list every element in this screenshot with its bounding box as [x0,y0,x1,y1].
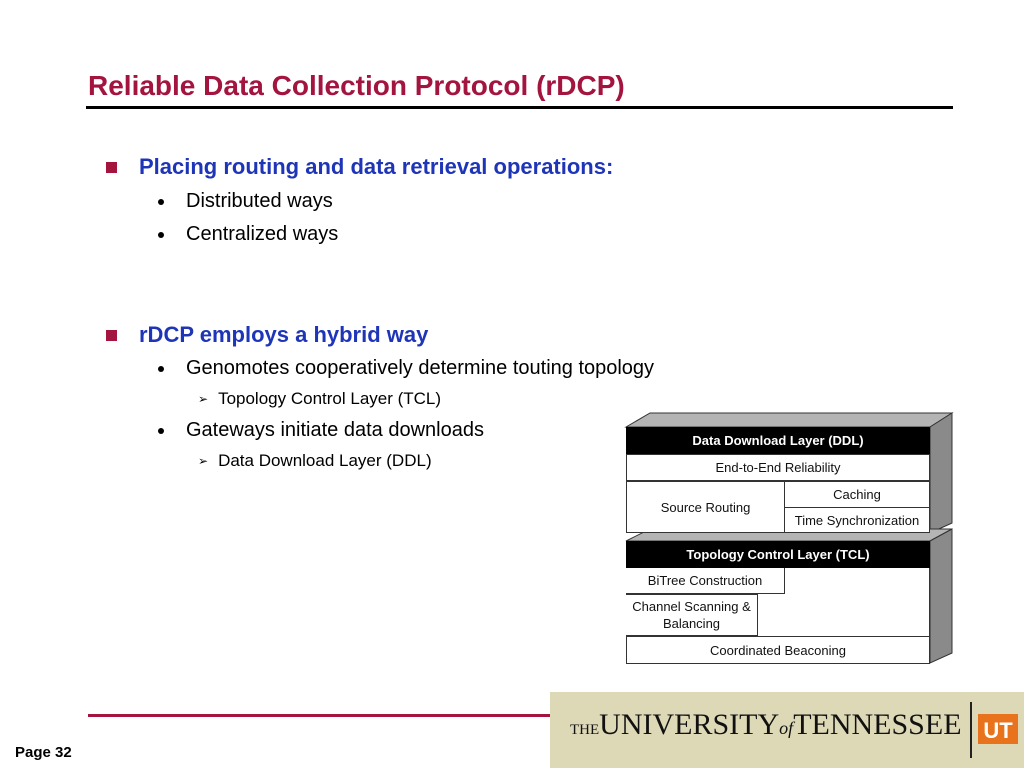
footer-divider [88,714,553,717]
bullet-text: Topology Control Layer (TCL) [218,389,442,408]
bitree-construction-box: BiTree Construction [626,568,785,594]
title-divider [86,106,953,109]
square-bullet-icon [106,330,117,341]
ddl-header: Data Download Layer (DDL) [626,427,930,454]
bullet-placing-routing [106,154,613,180]
channel-scanning-box: Channel Scanning & Balancing [626,594,758,636]
ut-logo-icon [978,712,1018,748]
university-wordmark [570,708,962,742]
square-bullet-icon [106,162,117,173]
wordmark-of: of [779,718,794,738]
bullet-genomotes [158,357,654,380]
wordmark-university: UNIVERSITY [599,708,780,741]
wordmark-tennessee: TENNESSEE [793,708,962,741]
bullet-centralized [158,223,338,246]
dot-bullet-icon [158,366,164,372]
bullet-ddl [198,451,432,471]
ut-logo-text: UT [983,718,1013,743]
bullet-gateways [158,419,484,442]
wordmark-the: THE [570,722,600,738]
dot-bullet-icon [158,428,164,434]
bullet-text: Genomotes cooperatively determine touting topology [186,357,655,379]
bullet-distributed [158,190,333,213]
end-to-end-reliability-box: End-to-End Reliability [626,454,930,481]
slide-title: Reliable Data Collection Protocol (rDCP) [88,70,625,101]
bullet-text: Distributed ways [186,190,333,212]
bullet-text: Placing routing and data retrieval operations: [139,154,614,179]
arrow-bullet-icon: ➢ [198,454,209,468]
bullet-text: Data Download Layer (DDL) [218,451,432,470]
bullet-tcl [198,389,441,409]
time-sync-box: Time Synchronization [784,507,930,533]
dot-bullet-icon [158,232,164,238]
caching-box: Caching [784,481,930,508]
wordmark-divider [970,702,972,758]
university-banner [550,692,1024,768]
arrow-bullet-icon: ➢ [198,392,209,406]
page-number: Page 32 [15,744,72,761]
coordinated-beaconing-box: Coordinated Beaconing [626,636,930,664]
bullet-text: Gateways initiate data downloads [186,419,484,441]
bullet-text: rDCP employs a hybrid way [139,322,429,347]
bullet-text: Centralized ways [186,223,339,245]
tcl-header: Topology Control Layer (TCL) [626,541,930,568]
bullet-hybrid [106,322,428,348]
source-routing-box: Source Routing [626,481,785,533]
layer-diagram [600,405,960,675]
dot-bullet-icon [158,199,164,205]
